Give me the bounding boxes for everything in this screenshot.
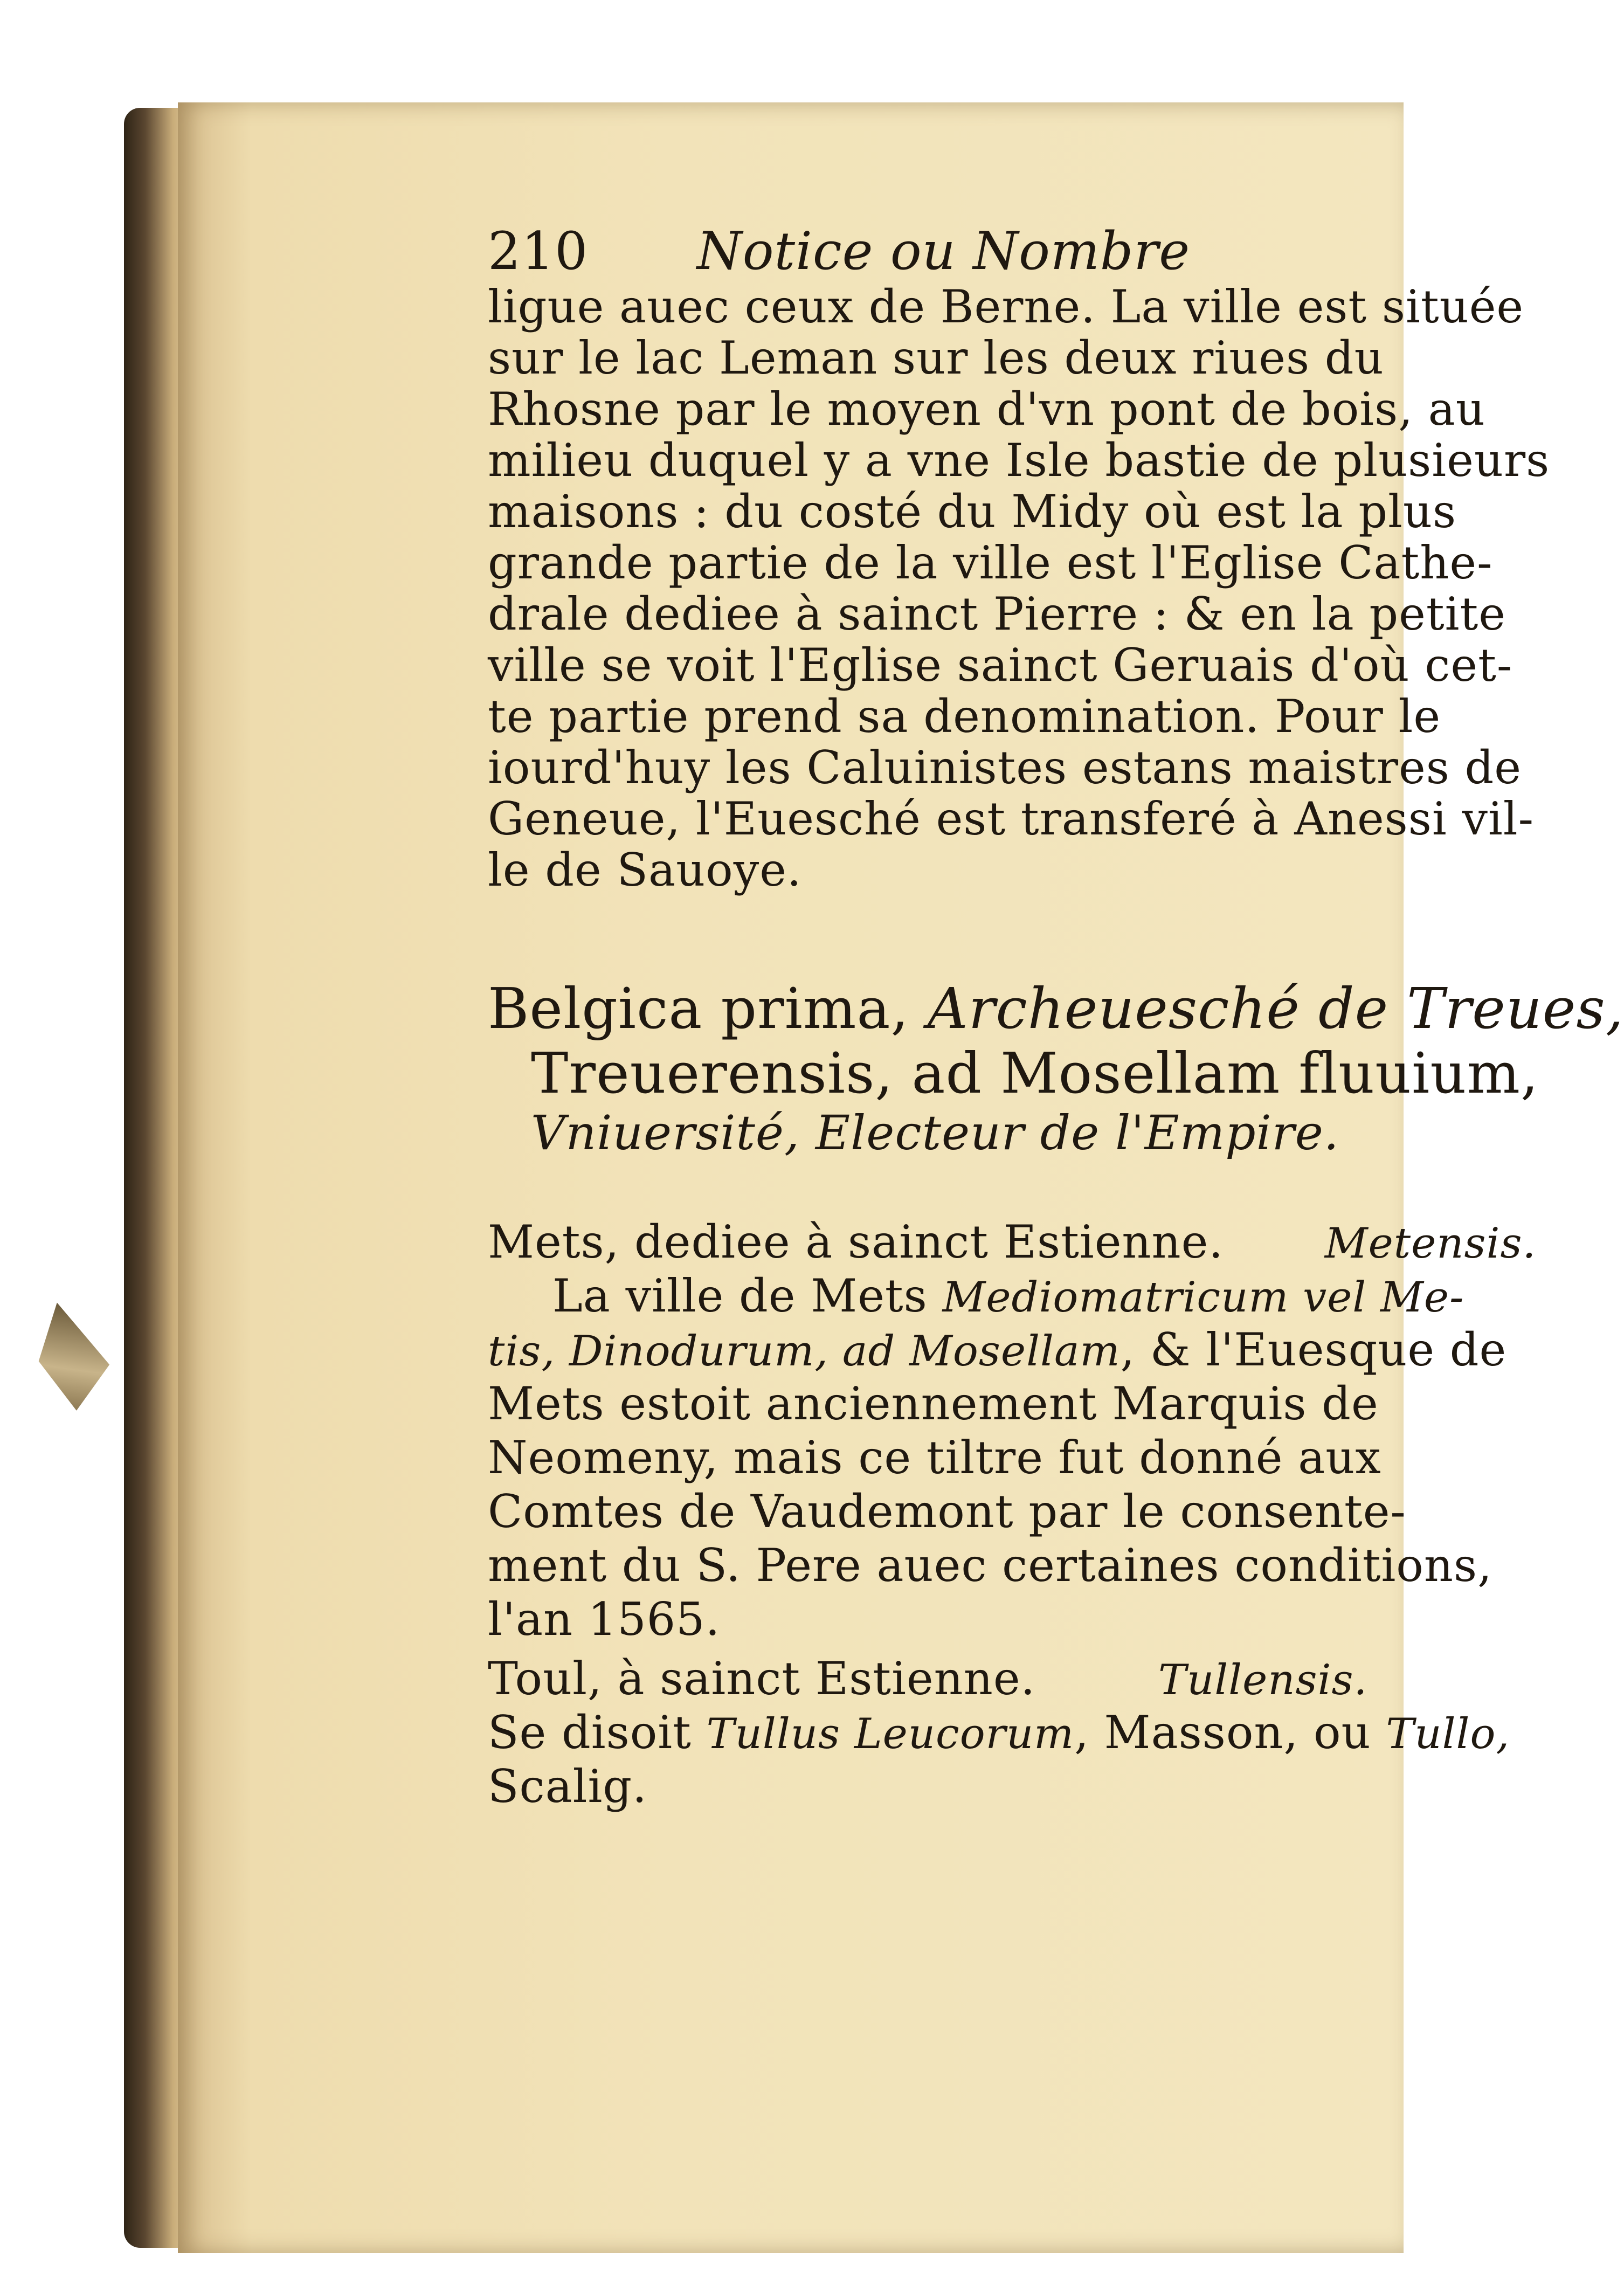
page-text-block (488, 221, 1624, 1892)
section-heading-line-3: Vniuersité, Electeur de l'Empire. (531, 1105, 1339, 1161)
roman-text: Se disoit (488, 1706, 707, 1759)
entry-toul-title: Toul, à sainct Estienne. (488, 1652, 1036, 1705)
entry-mets-latin: Metensis. (1324, 1219, 1537, 1268)
text-line: iourd'huy les Caluinistes estans maistres de (488, 741, 1522, 794)
section-heading-line-2: Treuerensis, ad Mosellam fluuium, (531, 1040, 1539, 1106)
section-heading-roman: Belgica prima, (488, 976, 909, 1041)
text-line: drale dediee à sainct Pierre : & en la petite (488, 588, 1506, 640)
entry-toul-line (488, 1706, 1510, 1759)
section-heading-italic: Archeuesché de Treues, (927, 976, 1624, 1041)
entry-toul-line: Scalig. (488, 1760, 647, 1813)
entry-mets-line: Neomeny, mais ce tiltre fut donné aux (488, 1431, 1381, 1484)
entry-toul-latin: Tullensis. (1158, 1656, 1368, 1704)
text-line: milieu duquel y a vne Isle bastie de plusieurs (488, 434, 1550, 487)
text-line: Rhosne par le moyen d'vn pont de bois, au (488, 383, 1485, 436)
roman-text: , & l'Euesque de (1120, 1323, 1507, 1376)
text-line: sur le lac Leman sur les deux riues du (488, 332, 1384, 384)
entry-mets-line: Mets estoit anciennement Marquis de (488, 1377, 1379, 1430)
entry-mets-line: Comtes de Vaudemont par le consente- (488, 1485, 1406, 1538)
entry-mets-line (552, 1269, 1464, 1322)
italic-text: Mediomatricum vel Me- (942, 1273, 1464, 1322)
text-line: maisons : du costé du Midy où est la plus (488, 485, 1457, 538)
entry-mets-line (488, 1323, 1506, 1376)
roman-text: , Masson, ou (1074, 1706, 1386, 1759)
entry-mets-line: ment du S. Pere auec certaines conditions, (488, 1539, 1492, 1592)
text-line: ville se voit l'Eglise sainct Geruais d'où cet- (488, 639, 1513, 692)
italic-text: Tullo, (1386, 1710, 1510, 1758)
italic-text: Tullus Leucorum (706, 1710, 1075, 1758)
text-line: le de Sauoye. (488, 844, 802, 896)
text-line: te partie prend sa denomination. Pour le (488, 690, 1441, 743)
italic-text: tis, Dinodurum, ad Mosellam (488, 1327, 1121, 1376)
paper-bookmark (17, 1303, 124, 1414)
page-number: 210 (488, 221, 589, 281)
running-title: Notice ou Nombre (696, 221, 1191, 281)
text-line: Geneue, l'Euesché est transferé à Anessi vil- (488, 792, 1535, 845)
entry-mets-line: l'an 1565. (488, 1593, 721, 1646)
text-line: grande partie de la ville est l'Eglise Cathe- (488, 536, 1493, 589)
section-heading-line-1 (488, 976, 1624, 1041)
text-line: ligue auec ceux de Berne. La ville est située (488, 280, 1524, 333)
roman-text: La ville de Mets (552, 1269, 943, 1322)
running-header (488, 221, 1190, 281)
entry-toul-title-line (488, 1652, 1367, 1705)
entry-mets-title: Mets, dediee à sainct Estienne. (488, 1216, 1224, 1268)
entry-mets-title-line (488, 1216, 1536, 1268)
